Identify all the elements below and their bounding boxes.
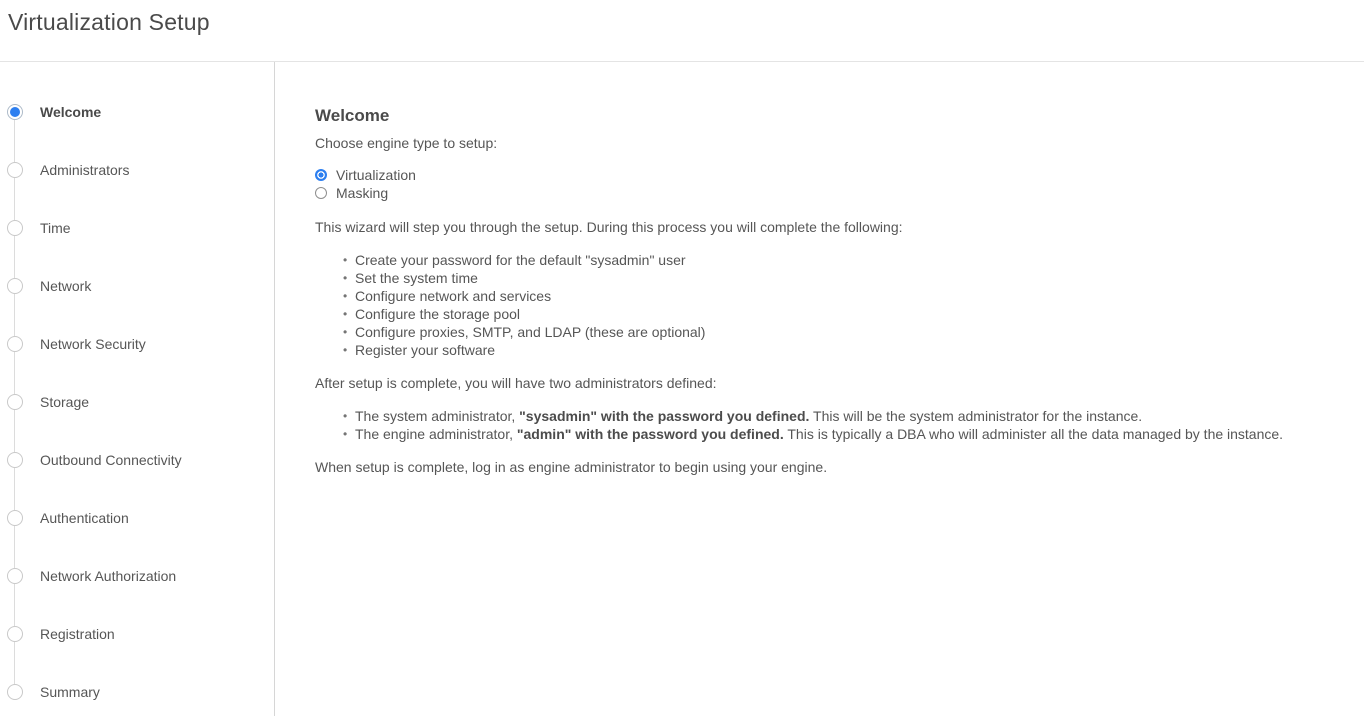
step-radio-icon — [7, 510, 23, 526]
sidebar-step-registration[interactable] — [0, 605, 274, 663]
list-item: • Register your software — [343, 341, 1334, 359]
section-heading: Welcome — [315, 106, 390, 125]
step-label: Registration — [40, 626, 115, 642]
step-label: Summary — [40, 684, 100, 700]
list-item: • Create your password for the default "sysadmin" user — [343, 251, 1334, 269]
radio-selected-icon — [315, 169, 327, 181]
step-label: Outbound Connectivity — [40, 452, 182, 468]
radio-label: Virtualization — [336, 167, 416, 183]
sidebar-step-welcome[interactable] — [0, 83, 274, 141]
step-radio-icon — [7, 336, 23, 352]
engine-type-radio-group — [315, 166, 1334, 202]
choose-engine-label: Choose engine type to setup: — [315, 135, 498, 151]
sidebar-step-storage[interactable] — [0, 373, 274, 431]
step-radio-icon — [7, 394, 23, 410]
list-item: • Configure network and services — [343, 287, 1334, 305]
administrators-list — [315, 407, 1334, 443]
main-content — [275, 62, 1364, 716]
sidebar-step-time[interactable] — [0, 199, 274, 257]
page-title: Virtualization Setup — [8, 9, 210, 35]
layout — [0, 62, 1364, 716]
step-label: Authentication — [40, 510, 129, 526]
step-radio-icon — [7, 626, 23, 642]
step-radio-icon — [7, 568, 23, 584]
radio-unselected-icon — [315, 187, 327, 199]
step-radio-selected-icon — [7, 104, 23, 120]
list-item: • Set the system time — [343, 269, 1334, 287]
step-radio-icon — [7, 684, 23, 700]
setup-tasks-list — [315, 251, 1334, 359]
radio-option-masking[interactable] — [315, 184, 1334, 202]
after-setup-text: After setup is complete, you will have two administrators defined: — [315, 375, 717, 391]
sidebar-step-network-authorization[interactable] — [0, 547, 274, 605]
step-radio-icon — [7, 162, 23, 178]
step-radio-icon — [7, 220, 23, 236]
step-radio-icon — [7, 452, 23, 468]
admin-bold-text: "sysadmin" with the password you defined. — [519, 408, 810, 424]
setup-steps-sidebar — [0, 62, 275, 716]
admin-bold-text: "admin" with the password you defined. — [516, 426, 784, 442]
step-label: Administrators — [40, 162, 130, 178]
step-label: Network — [40, 278, 92, 294]
sidebar-step-outbound-connectivity[interactable] — [0, 431, 274, 489]
sidebar-step-authentication[interactable] — [0, 489, 274, 547]
closing-text: When setup is complete, log in as engine administrator to begin using your engine. — [315, 459, 828, 475]
step-label: Time — [40, 220, 71, 236]
list-item: • Configure proxies, SMTP, and LDAP (these are optional) — [343, 323, 1334, 341]
step-label: Welcome — [40, 104, 102, 120]
step-label: Network Security — [40, 336, 146, 352]
sidebar-step-network[interactable] — [0, 257, 274, 315]
page-header — [0, 0, 1364, 62]
radio-option-virtualization[interactable] — [315, 166, 1334, 184]
wizard-intro-text: This wizard will step you through the setup. During this process you will complete the following: — [315, 219, 903, 235]
sidebar-step-administrators[interactable] — [0, 141, 274, 199]
sidebar-step-summary[interactable] — [0, 663, 274, 717]
step-label: Network Authorization — [40, 568, 177, 584]
step-radio-icon — [7, 278, 23, 294]
radio-label: Masking — [336, 185, 389, 201]
sidebar-step-network-security[interactable] — [0, 315, 274, 373]
list-item: • Configure the storage pool — [343, 305, 1334, 323]
list-item: • The engine administrator, "admin" with the password you defined. This is typically a DBA who will administer all the data managed by the instance. — [343, 425, 1334, 443]
step-label: Storage — [40, 394, 90, 410]
list-item: • The system administrator, "sysadmin" with the password you defined. This will be the system administrator for the instance. — [343, 407, 1334, 425]
